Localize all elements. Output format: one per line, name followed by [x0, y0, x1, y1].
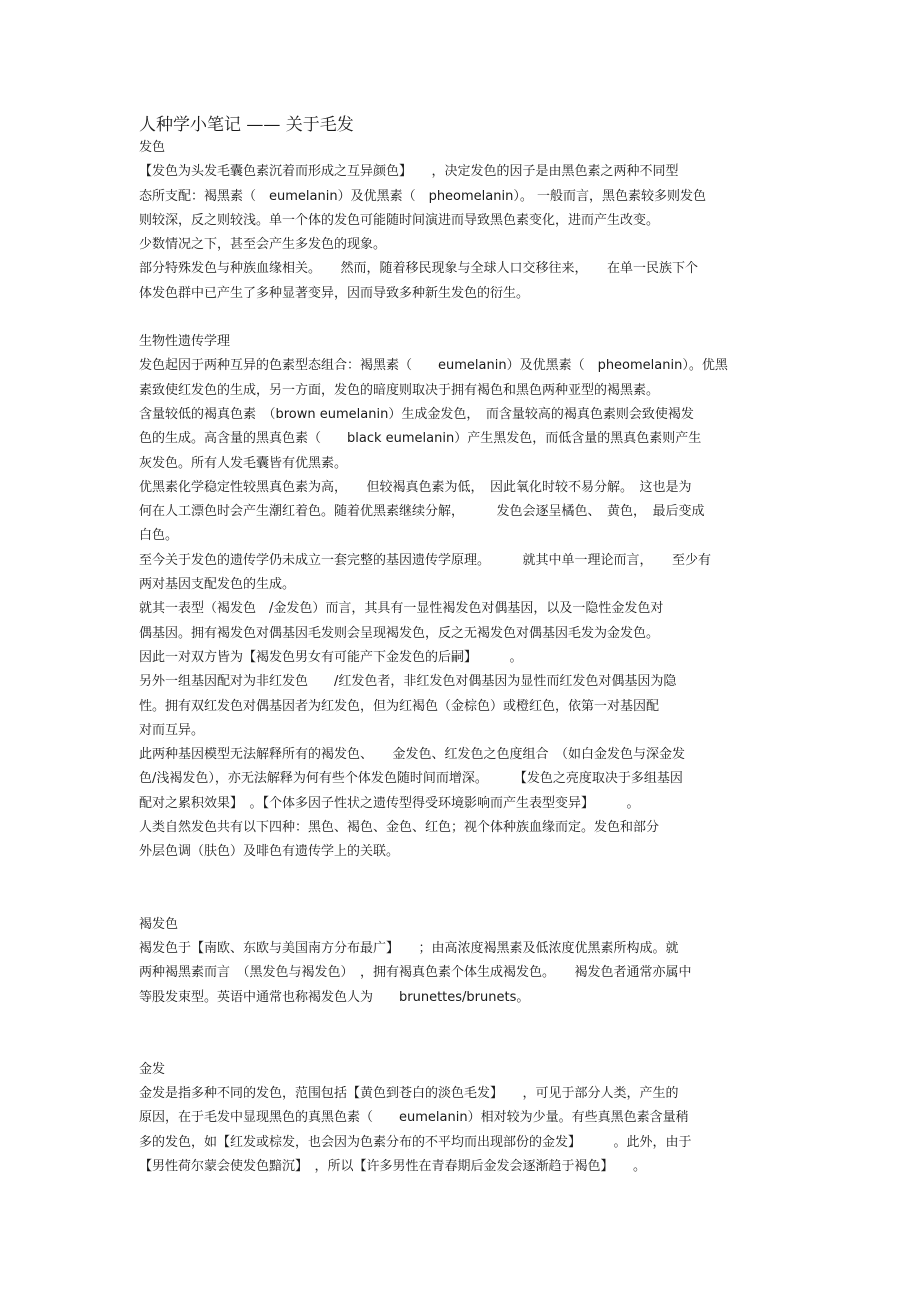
- paragraph-line: 部分特殊发色与种族血缘相关。 然而，随着移民现象与全球人口交移往来， 在单一民族下个: [139, 261, 699, 277]
- section-brown-hair: [139, 913, 779, 1010]
- paragraph-line: 则较深，反之则较浅。单一个体的发色可能随时间演进而导致黑色素变化，进而产生改变。: [139, 212, 660, 228]
- paragraph-line: 多的发色，如【红发或棕发，也会因为色素分布的不平均而出现部份的金发】 。此外，由于: [139, 1134, 692, 1150]
- paragraph-line: 优黑素化学稳定性较黑真色素为高， 但较褐真色素为低， 因此氧化时较不易分解。 这也是为: [139, 479, 692, 495]
- paragraph-line: 性。拥有双红发色对偶基因者为红发色，但为红褐色（金棕色）或橙红色，依第一对基因配: [139, 698, 660, 714]
- paragraph-line: 发色起因于两种互异的色素型态组合：褐黑素（ eumelanin）及优黑素（ pheomelanin）。优黑: [139, 358, 728, 374]
- paragraph-line: 褐发色于【南欧、东欧与美国南方分布最广】 ；由高浓度褐黑素及低浓度优黑素所构成。就: [139, 940, 679, 956]
- section-genetics: [139, 330, 779, 865]
- paragraph-line: 外层色调（肤色）及啡色有遗传学上的关联。: [139, 844, 400, 860]
- paragraph-line: 白色。: [139, 528, 179, 544]
- section-heading: 发色: [139, 140, 166, 155]
- paragraph-line: 另外一组基因配对为非红发色 /红发色者，非红发色对偶基因为显性而红发色对偶基因为隐: [139, 674, 677, 690]
- paragraph-line: 体发色群中已产生了多种显著变异，因而导致多种新生发色的衍生。: [139, 285, 530, 301]
- section-spacer: [139, 306, 779, 330]
- paragraph-line: 金发是指多种不同的发色，范围包括【黄色到苍白的淡色毛发】 ，可见于部分人类，产生的: [139, 1086, 679, 1102]
- paragraph-line: 何在人工漂色时会产生潮红着色。随着优黑素继续分解， 发色会逐呈橘色、 黄色， 最后变成: [139, 504, 705, 520]
- paragraph-line: 至今关于发色的遗传学仍未成立一套完整的基因遗传学原理。 就其中单一理论而言， 至少有: [139, 552, 712, 568]
- paragraph-line: 态所支配：褐黑素（ eumelanin）及优黑素（ pheomelanin）。 一般而言，黑色素较多则发色: [139, 188, 706, 204]
- paragraph-line: 因此一对双方皆为【褐发色男女有可能产下金发色的后嗣】 。: [139, 649, 523, 665]
- section-spacer: [139, 865, 779, 913]
- section-heading: 生物性遗传学理: [139, 334, 231, 350]
- document-body: [139, 114, 779, 1179]
- section-spacer: [139, 1010, 779, 1058]
- paragraph-line: 就其一表型（褐发色 /金发色）而言，其具有一显性褐发色对偶基因，以及一隐性金发色对: [139, 601, 664, 617]
- section-hair-color: [139, 136, 779, 306]
- paragraph-line: 含量较低的褐真色素 （brown eumelanin）生成金发色， 而含量较高的褐真色素则会致使褐发: [139, 406, 694, 422]
- paragraph-line: 此两种基因模型无法解释所有的褐发色、 金发色、红发色之色度组合 （如白金发色与深金发: [139, 747, 686, 763]
- paragraph-line: 少数情况之下，甚至会产生多发色的现象。: [139, 237, 387, 253]
- paragraph-line: 原因，在于毛发中显现黑色的真黑色素（ eumelanin）相对较为少量。有些真黑色素含量稍: [139, 1110, 689, 1126]
- paragraph-line: 色的生成。高含量的黑真色素（ black eumelanin）产生黑发色，而低含量的黑真色素则产生: [139, 431, 702, 447]
- section-heading: 褐发色: [139, 916, 179, 932]
- document-title: 人种学小笔记 —— 关于毛发: [139, 115, 354, 135]
- section-heading: 金发: [139, 1061, 166, 1077]
- paragraph-line: 灰发色。所有人发毛囊皆有优黑素。: [139, 455, 348, 471]
- paragraph-line: 人类自然发色共有以下四种：黑色、褐色、金色、红色；视个体种族血缘而定。发色和部分: [139, 820, 660, 836]
- section-blonde-hair: [139, 1058, 779, 1179]
- paragraph-line: 配对之累积效果】 。【个体多因子性状之遗传型得受环境影响而产生表型变异】 。: [139, 795, 640, 811]
- paragraph-line: 色/浅褐发色），亦无法解释为何有些个体发色随时间而增深。 【发色之亮度取决于多组基因: [139, 771, 683, 787]
- paragraph-line: 素致使红发色的生成，另一方面，发色的暗度则取决于拥有褐色和黑色两种亚型的褐黑素。: [139, 382, 660, 398]
- paragraph-line: 对而互异。: [139, 722, 205, 738]
- paragraph-line: 等股发束型。英语中通常也称褐发色人为 brunettes/brunets。: [139, 989, 530, 1005]
- paragraph-line: 两种褐黑素而言 （黑发色与褐发色） ，拥有褐真色素个体生成褐发色。 褐发色者通常亦属中: [139, 965, 692, 981]
- paragraph-line: 【发色为头发毛囊色素沉着而形成之互异颜色】 ，决定发色的因子是由黑色素之两种不同型: [139, 164, 679, 180]
- paragraph-line: 【男性荷尔蒙会使发色黯沉】 ，所以【许多男性在青春期后金发会逐渐趋于褐色】 。: [139, 1158, 647, 1174]
- paragraph-line: 偶基因。拥有褐发色对偶基因毛发则会呈现褐发色，反之无褐发色对偶基因毛发为金发色。: [139, 625, 660, 641]
- paragraph-line: 两对基因支配发色的生成。: [139, 577, 296, 593]
